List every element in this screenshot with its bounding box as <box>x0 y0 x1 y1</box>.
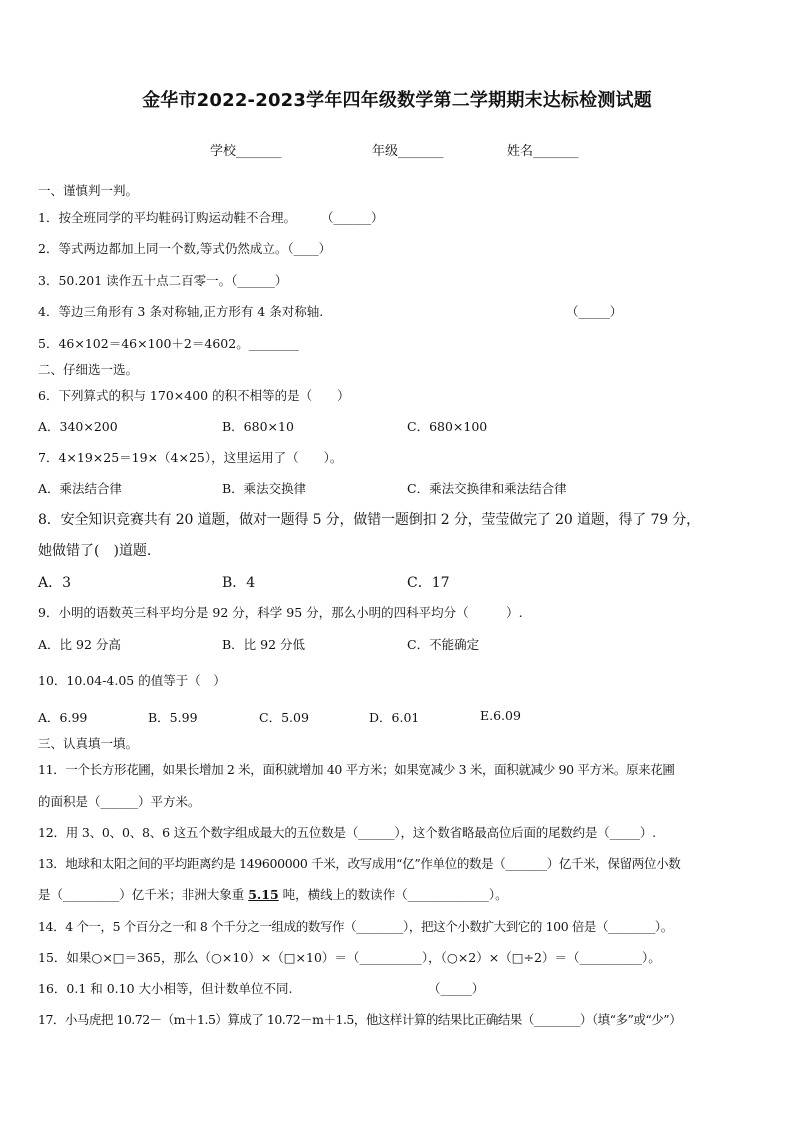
question-7-option-c: C．乘法交换律和乘法结合律 <box>407 481 567 496</box>
grade-field: 年级_______ <box>372 144 444 159</box>
question-2: 2．等式两边都加上同一个数,等式仍然成立。（____） <box>38 241 332 256</box>
question-11-line-1: 11．一个长方形花圃，如果长增加 2 米，面积就增加 40 平方米；如果宽减少 3 米，面积就减少 90 平方米。原来花圃 <box>38 762 675 777</box>
school-field: 学校_______ <box>210 144 282 159</box>
question-7: 7．4×19×25＝19×（4×25），这里运用了（ ）。 <box>38 450 343 465</box>
question-6-option-c: C．680×100 <box>407 419 488 434</box>
question-7-option-a: A．乘法结合律 <box>38 481 123 496</box>
question-13-line-2 <box>38 885 508 903</box>
question-10-option-d: D．6.01 <box>369 710 420 725</box>
section-heading-judge: 一、谨慎判一判。 <box>38 183 139 198</box>
question-13-line-2-start: 是（_________）亿千米；非洲大象重 <box>38 887 249 902</box>
question-8-option-a: A．3 <box>38 575 72 591</box>
question-8-option-c: C．17 <box>407 575 450 591</box>
question-13-line-1: 13．地球和太阳之间的平均距离约是 149600000 千米，改写成用“亿”作单位的数是（_______）亿千米，保留两位小数 <box>38 856 681 871</box>
question-10-option-b: B．5.99 <box>148 710 198 725</box>
question-6-option-b: B．680×10 <box>222 419 294 434</box>
section-heading-fill: 三、认真填一填。 <box>38 736 139 751</box>
exam-title: 金华市2022-2023学年四年级数学第二学期期末达标检测试题 <box>142 90 652 111</box>
question-8-line-2: 她做错了( )道题. <box>38 543 152 559</box>
question-9-option-b: B．比 92 分低 <box>222 637 306 652</box>
question-10-option-c: C．5.09 <box>259 710 309 725</box>
question-6: 6．下列算式的积与 170×400 的积不相等的是（ ） <box>38 388 350 403</box>
question-9-option-c: C．不能确定 <box>407 637 480 652</box>
section-heading-choose: 二、仔细选一选。 <box>38 362 139 377</box>
underlined-number: 5.15 <box>248 887 279 902</box>
question-10-option-e: E.6.09 <box>480 708 521 723</box>
question-5: 5．46×102＝46×100＋2＝4602。________ <box>38 336 299 351</box>
question-17: 17．小马虎把 10.72－（m＋1.5）算成了 10.72－m＋1.5，他这样计算的结果比正确结果（________）（填“多”或“少”） <box>38 1012 682 1027</box>
question-10: 10．10.04-4.05 的值等于（ ） <box>38 673 226 688</box>
question-14: 14．4 个一，5 个百分之一和 8 个千分之一组成的数写作（________），把这个小数扩大到它的 100 倍是（________）。 <box>38 919 673 934</box>
name-field: 姓名_______ <box>507 144 579 159</box>
question-4: 4．等边三角形有 3 条对称轴,正方形有 4 条对称轴. <box>38 304 324 319</box>
question-11-line-2: 的面积是（______）平方米。 <box>38 794 201 809</box>
question-4-answer-blank: （_____） <box>566 304 623 319</box>
question-12: 12．用 3、0、0、8、6 这五个数字组成最大的五位数是（______），这个数省略最高位后面的尾数约是（_____）. <box>38 825 656 840</box>
question-8-line-1: 8．安全知识竞赛共有 20 道题，做对一题得 5 分，做错一题倒扣 2 分，莹莹做完了 20 道题，得了 79 分， <box>38 512 700 528</box>
question-7-option-b: B．乘法交换律 <box>222 481 307 496</box>
question-10-option-a: A．6.99 <box>38 710 88 725</box>
question-13-line-2-end: 吨，横线上的数读作（_____________）。 <box>278 887 508 902</box>
question-9: 9．小明的语数英三科平均分是 92 分，科学 95 分，那么小明的四科平均分（ ）. <box>38 605 523 620</box>
question-15: 15．如果○×□＝365，那么（○×10）×（□×10）＝（__________），（○×2）×（□÷2）＝（__________）。 <box>38 950 661 965</box>
question-1: 1．按全班同学的平均鞋码订购运动鞋不合理。 （______） <box>38 210 384 225</box>
question-9-option-a: A．比 92 分高 <box>38 637 121 652</box>
question-3: 3．50.201 读作五十点二百零一。（______） <box>38 273 288 288</box>
question-6-option-a: A．340×200 <box>38 419 118 434</box>
question-8-option-b: B．4 <box>222 575 256 591</box>
question-16-answer-blank: （_____） <box>428 981 485 996</box>
question-16: 16．0.1 和 0.10 大小相等，但计数单位不同. <box>38 981 293 996</box>
